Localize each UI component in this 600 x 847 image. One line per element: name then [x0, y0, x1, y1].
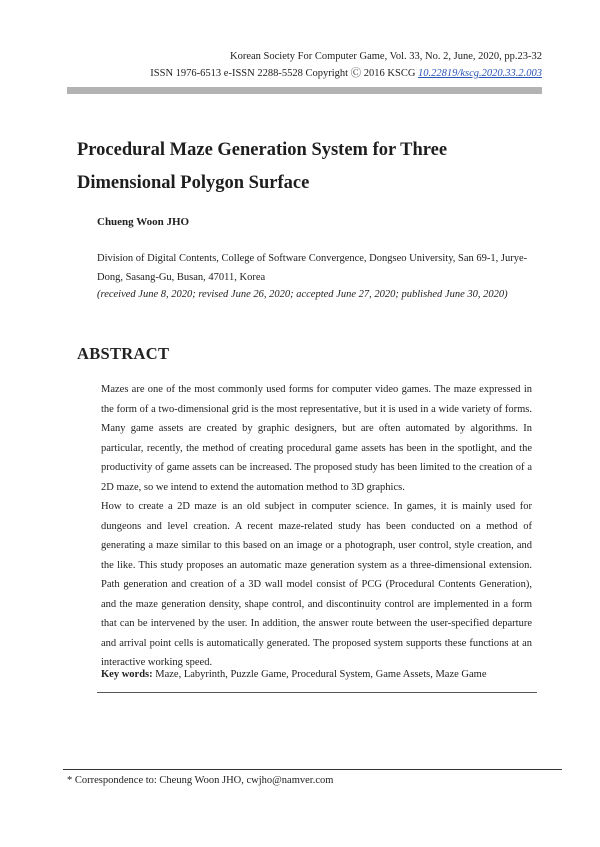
- issn-copyright: ISSN 1976-6513 e-ISSN 2288-5528 Copyright Ⓒ 2016 KSCG: [150, 68, 419, 79]
- publication-dates: (received June 8, 2020; revised June 26, 2020; accepted June 27, 2020; published June 30, 2020): [97, 289, 508, 300]
- keywords: [101, 669, 486, 680]
- keywords-text: Maze, Labyrinth, Puzzle Game, Procedural System, Game Assets, Maze Game: [152, 669, 487, 680]
- journal-header: [150, 48, 542, 82]
- keywords-divider: [97, 692, 537, 693]
- keywords-label: Key words:: [101, 669, 153, 680]
- journal-citation: Korean Society For Computer Game, Vol. 33, No. 2, June, 2020, pp.23-32: [230, 51, 542, 62]
- issn-line: [150, 65, 542, 82]
- paper-title: Procedural Maze Generation System for Three Dimensional Polygon Surface: [77, 140, 448, 193]
- abstract-heading: ABSTRACT: [77, 344, 170, 363]
- abstract-paragraph-1: Mazes are one of the most commonly used forms for computer video games. The maze expressed in the form of a two-dimensional grid is the most representative, but it is used in a wide variety of forms. Many game assets are created by graphic designers, but are often automated by algorithms. In particular, recently, the method of creating procedural game assets has been in the spotlight, and the productivity of game assets can be increased. The proposed study has been limited to the creation of a 2D maze, so we intend to extend the automation method to 3D graphics.: [101, 384, 532, 493]
- correspondence-footnote: * Correspondence to: Cheung Woon JHO, cwjho@namver.com: [67, 775, 334, 786]
- abstract-paragraph-2: How to create a 2D maze is an old subject in computer science. In games, it is mainly used for dungeons and level creation. A recent maze-related study has been conducted on a method of generating a maze similar to this based on an image or a photograph, user control, style creation, and the like. This study proposes an automatic maze generation system as a three-dimensional extension. Path generation and creation of a 3D wall model consist of PCG (Procedural Contents Generation), and the maze generation density, shape control, and discontinuity control are implemented in a form that can be intervened by the user. In addition, the answer route between the user-specified departure and arrival point cells is automatically generated. The proposed system supports these functions at an interactive working speed.: [101, 501, 532, 668]
- doi-link[interactable]: 10.22819/kscg.2020.33.2.003: [418, 68, 542, 79]
- header-divider: [67, 87, 542, 94]
- author-name: Chueng Woon JHO: [97, 216, 190, 228]
- footnote-divider: [63, 769, 562, 770]
- abstract-body: [101, 380, 532, 673]
- author-affiliation: Division of Digital Contents, College of Software Convergence, Dongseo University, San 69-1, Jurye-Dong, Sasang-Gu, Busan, 47011, Korea: [97, 253, 528, 283]
